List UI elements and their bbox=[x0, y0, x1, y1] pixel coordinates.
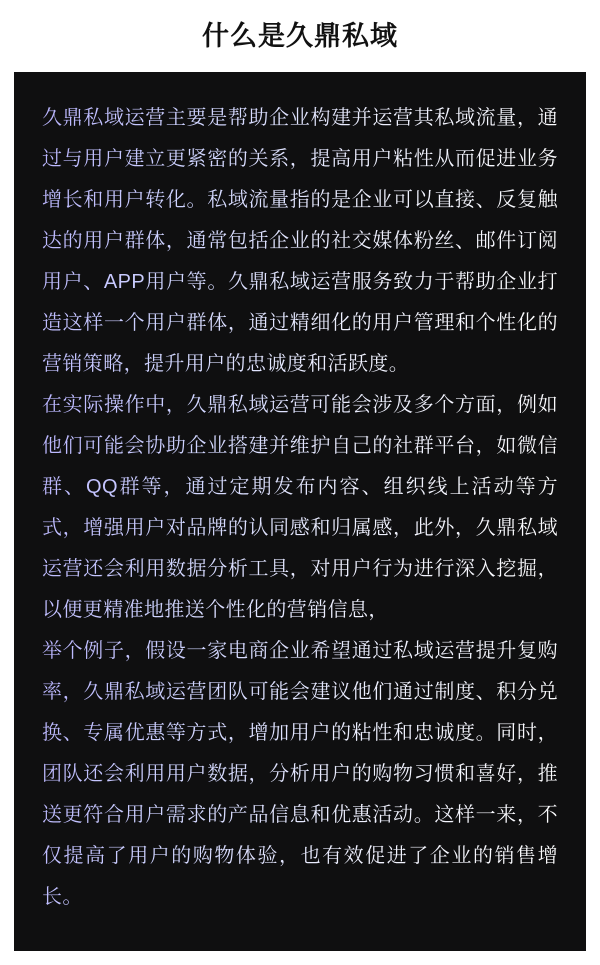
article-paragraph-3: 举个例子，假设一家电商企业希望通过私域运营提升复购率，久鼎私域运营团队可能会建议他们通过制度、积分兑换、专属优惠等方式，增加用户的粘性和忠诚度。同时，团队还会利用用户数据，分析用户的购物习惯和喜好，推送更符合用户需求的产品信息和优惠活动。这样一来，不仅提高了用户的购物体验，也有效促进了企业的销售增长。 bbox=[42, 631, 558, 918]
page-header bbox=[0, 0, 600, 72]
page-title: 什么是久鼎私域 bbox=[202, 20, 398, 51]
article-paragraph-1: 久鼎私域运营主要是帮助企业构建并运营其私域流量，通过与用户建立更紧密的关系，提高用户粘性从而促进业务增长和用户转化。私域流量指的是企业可以直接、反复触达的用户群体，通常包括企业的社交媒体粉丝、邮件订阅用户、APP用户等。久鼎私域运营服务致力于帮助企业打造这样一个用户群体，通过精细化的用户管理和个性化的营销策略，提升用户的忠诚度和活跃度。 bbox=[42, 98, 558, 385]
article-paragraph-2: 在实际操作中，久鼎私域运营可能会涉及多个方面，例如他们可能会协助企业搭建并维护自己的社群平台，如微信群、QQ群等，通过定期发布内容、组织线上活动等方式，增强用户对品牌的认同感和归属感，此外，久鼎私域运营还会利用数据分析工具，对用户行为进行深入挖掘，以便更精准地推送个性化的营销信息， bbox=[42, 385, 558, 631]
article-card bbox=[14, 72, 586, 951]
